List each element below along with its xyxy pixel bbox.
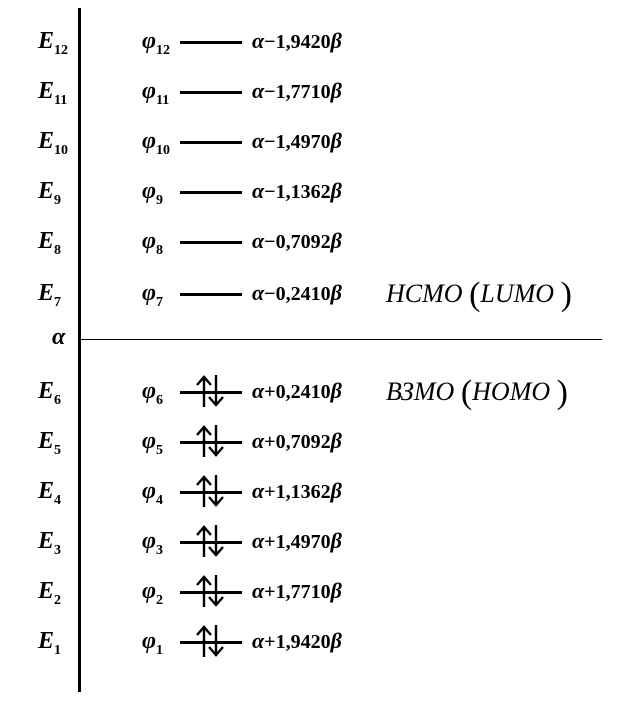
energy-beta: β	[330, 128, 342, 153]
energy-alpha: α	[252, 78, 265, 103]
orbital-symbol-main: φ	[142, 78, 157, 104]
energy-symbol	[38, 178, 61, 209]
energy-symbol-index: 8	[54, 242, 62, 258]
orbital-symbol-main: φ	[142, 28, 157, 54]
energy-alpha: α	[252, 128, 265, 153]
energy-beta: β	[330, 628, 342, 653]
orbital-level-line	[180, 91, 242, 94]
orbital-symbol-index: 6	[156, 392, 164, 408]
energy-coefficient: 1,4970	[275, 131, 331, 153]
energy-beta: β	[330, 528, 342, 553]
orbital-symbol-main: φ	[142, 178, 157, 204]
orbital-symbol	[142, 378, 163, 409]
energy-symbol-index: 9	[54, 192, 62, 208]
energy-beta: β	[330, 178, 342, 203]
orbital-symbol-main: φ	[142, 378, 157, 404]
orbital-symbol	[142, 478, 163, 509]
lumo-label-inner: LUMO	[480, 279, 555, 308]
energy-symbol-main: E	[38, 628, 55, 654]
energy-sign: −	[264, 81, 276, 103]
energy-symbol-main: E	[38, 78, 55, 104]
orbital-level-line	[180, 41, 242, 44]
energy-level-row	[0, 422, 642, 462]
energy-symbol-index: 11	[54, 92, 68, 108]
orbital-symbol	[142, 280, 163, 311]
energy-level-row	[0, 522, 642, 562]
homo-close-paren: )	[556, 374, 568, 411]
orbital-symbol-main: φ	[142, 428, 157, 454]
energy-coefficient: 1,7710	[275, 81, 331, 103]
orbital-energy-value	[252, 178, 342, 204]
energy-symbol-index: 3	[54, 542, 62, 558]
orbital-symbol-index: 9	[156, 192, 164, 208]
energy-level-row	[0, 122, 642, 162]
orbital-energy-value	[252, 78, 342, 104]
energy-alpha: α	[252, 428, 265, 453]
energy-symbol	[38, 378, 61, 409]
energy-symbol-index: 10	[54, 142, 69, 158]
orbital-energy-value	[252, 528, 342, 554]
orbital-symbol-main: φ	[142, 478, 157, 504]
orbital-symbol-index: 10	[156, 142, 171, 158]
homo-label	[386, 374, 568, 412]
energy-alpha: α	[252, 280, 265, 305]
energy-symbol	[38, 280, 61, 311]
orbital-energy-value	[252, 228, 342, 254]
energy-level-row	[0, 622, 642, 662]
energy-symbol-index: 6	[54, 392, 62, 408]
energy-level-row	[0, 572, 642, 612]
orbital-symbol-index: 4	[156, 492, 164, 508]
energy-sign: +	[264, 381, 276, 403]
energy-beta: β	[330, 478, 342, 503]
energy-coefficient: 1,1362	[275, 181, 331, 203]
orbital-symbol	[142, 628, 163, 659]
energy-beta: β	[330, 378, 342, 403]
energy-symbol-main: E	[38, 128, 55, 154]
energy-symbol-main: E	[38, 478, 55, 504]
energy-coefficient: 0,7092	[275, 431, 331, 453]
energy-symbol	[38, 128, 68, 159]
energy-sign: −	[264, 31, 276, 53]
orbital-symbol	[142, 528, 163, 559]
energy-alpha: α	[252, 628, 265, 653]
energy-coefficient: 1,4970	[275, 531, 331, 553]
energy-alpha: α	[252, 378, 265, 403]
energy-alpha: α	[252, 178, 265, 203]
electron-pair-icon	[195, 374, 225, 408]
orbital-symbol	[142, 178, 163, 209]
energy-symbol	[38, 578, 61, 609]
alpha-axis-label: α	[52, 324, 66, 350]
energy-coefficient: 0,7092	[275, 231, 331, 253]
lumo-label	[386, 276, 572, 314]
orbital-symbol-index: 5	[156, 442, 164, 458]
energy-coefficient: 1,1362	[275, 481, 331, 503]
orbital-symbol-main: φ	[142, 628, 157, 654]
energy-sign: −	[264, 181, 276, 203]
energy-beta: β	[330, 578, 342, 603]
lumo-close-paren: )	[560, 276, 572, 313]
electron-pair-icon	[195, 424, 225, 458]
energy-symbol-main: E	[38, 578, 55, 604]
energy-symbol-main: E	[38, 528, 55, 554]
orbital-energy-value	[252, 628, 342, 654]
orbital-energy-value	[252, 578, 342, 604]
energy-symbol	[38, 78, 67, 109]
orbital-symbol-index: 8	[156, 242, 164, 258]
orbital-level-line	[180, 293, 242, 296]
lumo-open-paren: (	[469, 276, 481, 313]
alpha-reference-line	[78, 339, 602, 340]
orbital-energy-value	[252, 378, 342, 404]
energy-symbol-main: E	[38, 178, 55, 204]
energy-coefficient: 1,7710	[275, 581, 331, 603]
electron-pair-icon	[195, 624, 225, 658]
orbital-level-line	[180, 141, 242, 144]
energy-sign: −	[264, 131, 276, 153]
orbital-symbol-main: φ	[142, 128, 157, 154]
orbital-symbol-index: 1	[156, 642, 164, 658]
energy-symbol-index: 1	[54, 642, 62, 658]
energy-symbol-main: E	[38, 228, 55, 254]
energy-sign: +	[264, 431, 276, 453]
energy-coefficient: 1,9420	[275, 631, 331, 653]
orbital-symbol-index: 12	[156, 42, 171, 58]
orbital-symbol-main: φ	[142, 228, 157, 254]
energy-symbol	[38, 28, 68, 59]
orbital-symbol	[142, 78, 169, 109]
energy-symbol-index: 12	[54, 42, 69, 58]
energy-level-row	[0, 222, 642, 262]
orbital-energy-value	[252, 28, 342, 54]
energy-symbol-main: E	[38, 28, 55, 54]
energy-level-row	[0, 72, 642, 112]
orbital-level-line	[180, 241, 242, 244]
electron-pair-icon	[195, 524, 225, 558]
homo-open-paren: (	[460, 374, 473, 411]
homo-label-inner: HOMO	[472, 377, 551, 406]
energy-symbol	[38, 428, 61, 459]
energy-level-row	[0, 172, 642, 212]
energy-alpha: α	[252, 478, 265, 503]
orbital-symbol-index: 11	[156, 92, 170, 108]
orbital-symbol	[142, 128, 170, 159]
orbital-symbol	[142, 428, 163, 459]
homo-label-main: ВЗМО	[386, 377, 455, 406]
energy-sign: +	[264, 481, 276, 503]
energy-sign: +	[264, 581, 276, 603]
energy-alpha: α	[252, 528, 265, 553]
energy-level-row	[0, 22, 642, 62]
orbital-symbol	[142, 28, 170, 59]
energy-alpha: α	[252, 28, 265, 53]
energy-symbol-main: E	[38, 378, 55, 404]
energy-beta: β	[330, 78, 342, 103]
energy-sign: +	[264, 531, 276, 553]
energy-coefficient: 1,9420	[275, 31, 331, 53]
energy-symbol	[38, 528, 61, 559]
energy-symbol-main: E	[38, 280, 55, 306]
orbital-symbol-index: 2	[156, 592, 164, 608]
orbital-energy-value	[252, 478, 342, 504]
energy-beta: β	[330, 28, 342, 53]
energy-coefficient: 0,2410	[275, 283, 331, 305]
orbital-symbol	[142, 228, 163, 259]
lumo-label-main: НСМО	[386, 279, 463, 308]
energy-symbol-index: 5	[54, 442, 62, 458]
orbital-symbol-main: φ	[142, 528, 157, 554]
orbital-level-line	[180, 191, 242, 194]
energy-symbol-index: 2	[54, 592, 62, 608]
orbital-energy-value	[252, 280, 342, 306]
orbital-energy-value	[252, 128, 342, 154]
energy-sign: +	[264, 631, 276, 653]
energy-symbol-index: 7	[54, 294, 62, 310]
orbital-symbol-main: φ	[142, 578, 157, 604]
orbital-symbol-index: 7	[156, 294, 164, 310]
energy-symbol	[38, 478, 61, 509]
energy-beta: β	[330, 428, 342, 453]
electron-pair-icon	[195, 474, 225, 508]
energy-symbol	[38, 628, 61, 659]
energy-symbol	[38, 228, 61, 259]
energy-coefficient: 0,2410	[275, 381, 331, 403]
orbital-energy-value	[252, 428, 342, 454]
energy-symbol-index: 4	[54, 492, 62, 508]
orbital-symbol-index: 3	[156, 542, 164, 558]
orbital-symbol-main: φ	[142, 280, 157, 306]
energy-beta: β	[330, 228, 342, 253]
energy-level-row	[0, 472, 642, 512]
orbital-symbol	[142, 578, 163, 609]
energy-alpha: α	[252, 578, 265, 603]
electron-pair-icon	[195, 574, 225, 608]
energy-symbol-main: E	[38, 428, 55, 454]
energy-sign: −	[264, 231, 276, 253]
energy-alpha: α	[252, 228, 265, 253]
energy-sign: −	[264, 283, 276, 305]
energy-beta: β	[330, 280, 342, 305]
